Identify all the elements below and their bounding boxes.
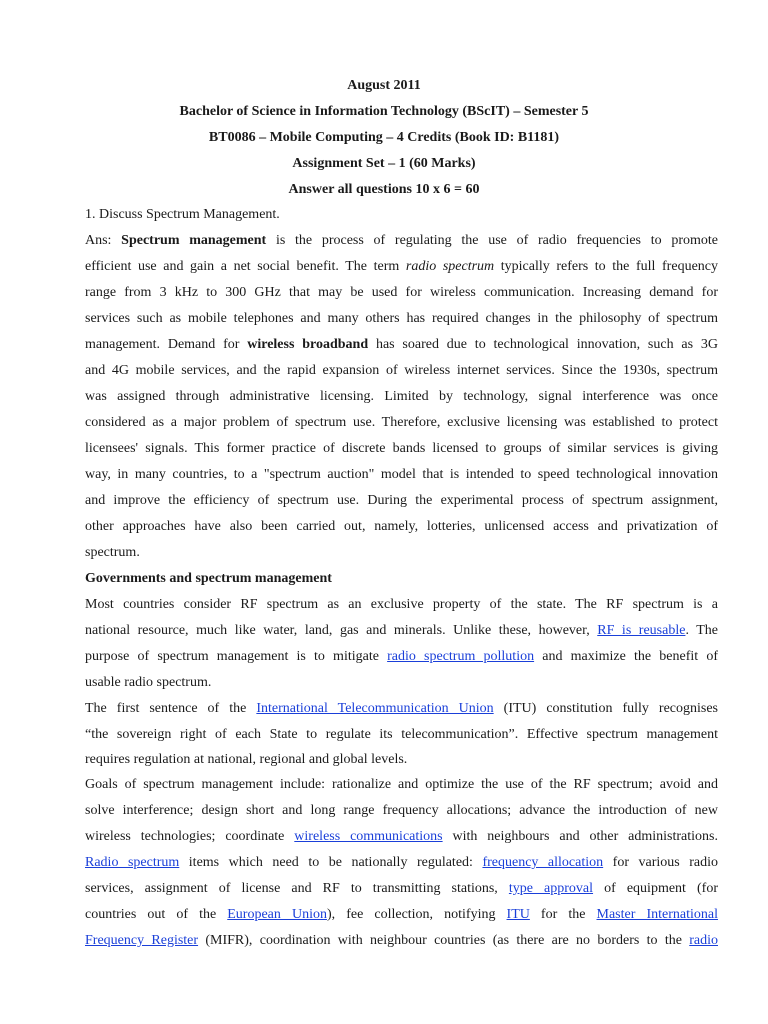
link-radio-spectrum-pollution[interactable]: radio spectrum pollution: [387, 649, 535, 664]
text-span: services, assignment of license and RF to transmitting stations,: [85, 881, 509, 896]
link-frequency-allocation[interactable]: frequency allocation: [482, 855, 604, 870]
header-assignment: Assignment Set – 1 (60 Marks): [292, 156, 476, 171]
text-span: and maximize the benefit of: [534, 649, 718, 664]
text-line: solve interference; design short and long range frequency allocations; advance the introduction of new: [85, 803, 718, 818]
text-span: . The: [685, 623, 718, 638]
text-span: with neighbours and other administrations.: [442, 829, 718, 844]
link-wireless-communications[interactable]: wireless communications: [294, 829, 443, 844]
text-span: efficient use and gain a net social benefit. The term: [85, 259, 406, 274]
text-line: [85, 257, 718, 283]
text-span: national resource, much like water, land, gas and minerals. Unlike these, however,: [85, 623, 598, 638]
text-line: other approaches have also been carried out, namely, lotteries, unlicensed access and privatization of: [85, 519, 718, 534]
text-line: way, in many countries, to a "spectrum auction" model that is intended to speed technological innovation: [85, 467, 718, 482]
bold-term: wireless broadband: [247, 337, 369, 352]
link-type-approval[interactable]: type approval: [508, 881, 594, 896]
link-european-union[interactable]: European Union: [227, 907, 327, 922]
text-line: considered as a major problem of spectrum use. Therefore, exclusive licensing was established to protect: [85, 415, 718, 430]
text-span: has soared due to technological innovation, such as 3G: [368, 337, 718, 352]
text-line: Goals of spectrum management include: rationalize and optimize the use of the RF spectrum; avoid and: [85, 777, 718, 792]
text-line: and improve the efficiency of spectrum use. During the experimental process of spectrum assignment,: [85, 493, 718, 508]
text-span: for the: [529, 907, 597, 922]
text-span: (ITU) constitution fully recognises: [493, 701, 718, 716]
text-span: wireless technologies; coordinate: [85, 829, 295, 844]
text-line: licensees' signals. This former practice of discrete bands licensed to groups of similar services is giving: [85, 441, 718, 456]
text-line: [85, 827, 718, 853]
italic-term: radio spectrum: [405, 259, 495, 274]
text-line: Most countries consider RF spectrum as an exclusive property of the state. The RF spectrum is a: [85, 597, 718, 612]
text-line: [85, 699, 718, 725]
text-span: countries out of the: [85, 907, 228, 922]
header-date: August 2011: [347, 78, 421, 93]
header-course: BT0086 – Mobile Computing – 4 Credits (Book ID: B1181): [208, 130, 560, 145]
text-line: requires regulation at national, regional and global levels.: [85, 752, 408, 767]
text-span: Ans:: [85, 233, 122, 248]
text-line: services such as mobile telephones and many others has required changes in the philosophy of spectrum: [85, 311, 718, 326]
text-line: range from 3 kHz to 300 GHz that may be used for wireless communication. Increasing demand for: [85, 285, 718, 300]
text-line: [85, 905, 718, 931]
text-line: and 4G mobile services, and the rapid expansion of wireless internet services. Since the 1930s, spectrum: [85, 363, 718, 378]
text-span: of equipment (for: [593, 881, 718, 896]
section-heading: Governments and spectrum management: [85, 571, 332, 586]
question-1: 1. Discuss Spectrum Management.: [85, 207, 280, 222]
document-body: [85, 205, 718, 957]
link-rf-is-reusable[interactable]: RF is reusable: [597, 623, 686, 638]
text-span: The first sentence of the: [85, 701, 257, 716]
link-itu[interactable]: ITU: [506, 907, 530, 922]
link-radio[interactable]: radio: [689, 933, 718, 948]
text-span: purpose of spectrum management is to mitigate: [85, 649, 388, 664]
link-radio-spectrum[interactable]: Radio spectrum: [85, 855, 180, 870]
text-line: [85, 621, 718, 647]
text-line: [85, 647, 718, 673]
text-span: items which need to be nationally regulated:: [179, 855, 483, 870]
text-span: typically refers to the full frequency: [494, 259, 718, 274]
text-span: is the process of regulating the use of radio frequencies to promote: [266, 233, 718, 248]
text-span: (MIFR), coordination with neighbour countries (as there are no borders to the: [198, 933, 690, 948]
text-span: ), fee collection, notifying: [326, 907, 507, 922]
bold-term: Spectrum management: [121, 233, 267, 248]
text-line: usable radio spectrum.: [85, 675, 212, 690]
link-master-international[interactable]: Master International: [596, 907, 718, 922]
link-frequency-register[interactable]: Frequency Register: [85, 933, 199, 948]
text-line: [85, 231, 718, 257]
link-itu-full-name[interactable]: International Telecommunication Union: [256, 701, 494, 716]
header-program: Bachelor of Science in Information Technology (BScIT) – Semester 5: [179, 104, 589, 119]
text-line: [85, 335, 718, 361]
text-line: “the sovereign right of each State to regulate its telecommunication”. Effective spectrum management: [85, 727, 718, 742]
text-span: for various radio: [603, 855, 718, 870]
text-span: management. Demand for: [85, 337, 248, 352]
text-line: spectrum.: [85, 545, 140, 560]
text-line: was assigned through administrative licensing. Limited by technology, signal interference was once: [85, 389, 718, 404]
text-line: [85, 853, 718, 879]
answer-paragraph: [85, 231, 718, 569]
text-line: [85, 931, 718, 957]
itu-paragraph: [85, 699, 718, 775]
text-line: [85, 879, 718, 905]
header-instruction: Answer all questions 10 x 6 = 60: [288, 182, 480, 197]
goals-paragraph: [85, 775, 718, 957]
governments-paragraph: [85, 595, 718, 699]
